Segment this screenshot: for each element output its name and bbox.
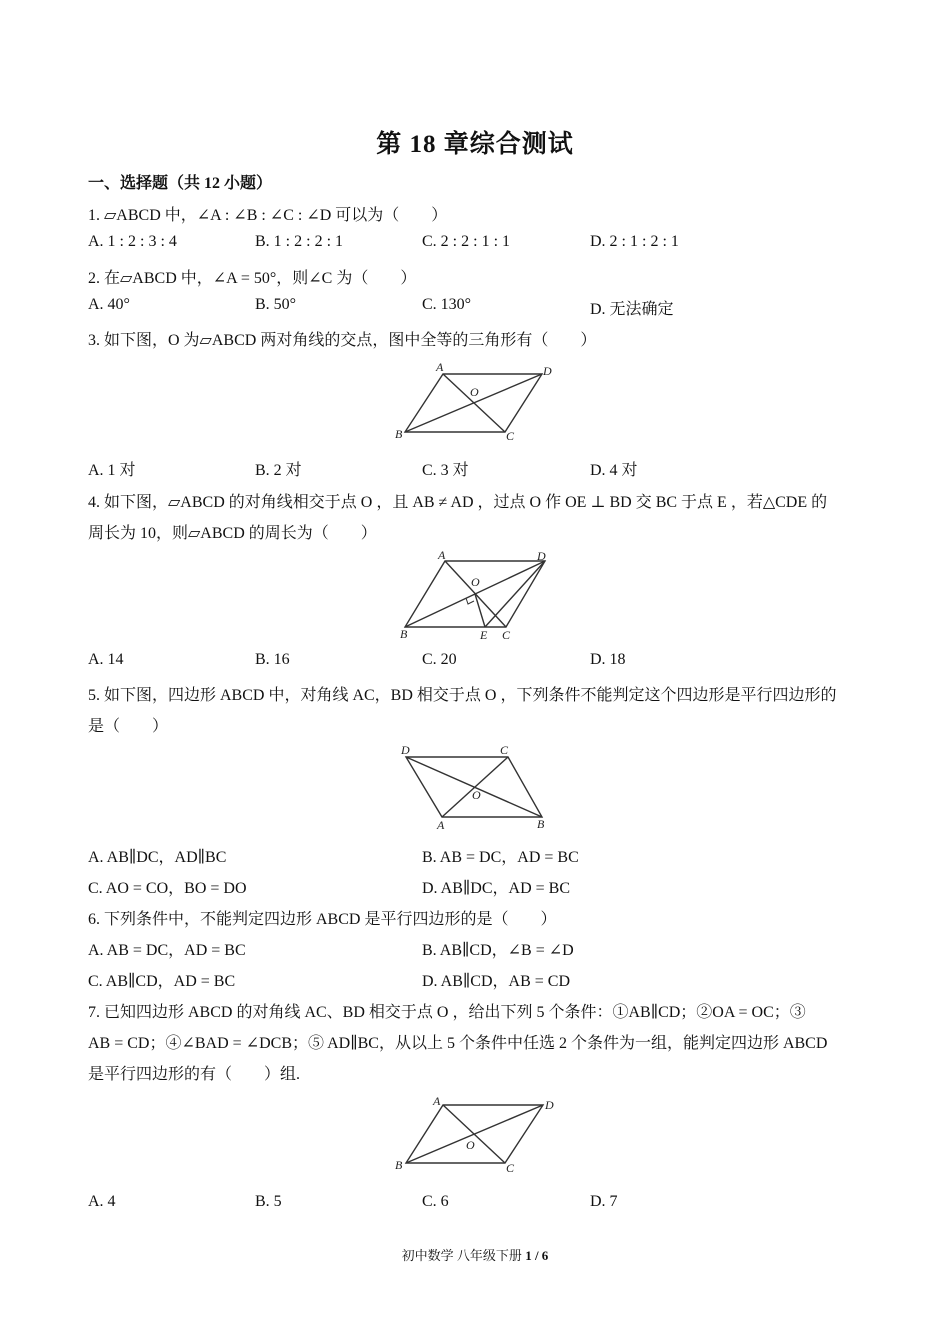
question-4-options xyxy=(88,651,768,673)
fig7-label-c: C xyxy=(506,1161,515,1175)
fig3-label-c: C xyxy=(506,429,515,443)
fig5-label-d: D xyxy=(401,743,410,757)
page-footer xyxy=(0,1245,950,1264)
q5-option-b[interactable]: B. AB = DC，AD = BC xyxy=(422,849,579,866)
q4-option-d[interactable]: D. 18 xyxy=(590,651,626,668)
page-number: 1 / 6 xyxy=(525,1248,549,1263)
q5-option-c[interactable]: C. AO = CO，BO = DO xyxy=(88,880,247,897)
q6-option-c[interactable]: C. AB∥CD，AD = BC xyxy=(88,973,236,990)
fig4-label-d: D xyxy=(537,549,546,563)
q6-option-b[interactable]: B. AB∥CD，∠B = ∠D xyxy=(422,942,574,959)
question-7-stem-line1: 7. 已知四边形 ABCD 的对角线 AC、BD 相交于点 O ，给出下列 5 个条件：①AB∥CD；②OA = OC；③ xyxy=(88,1004,806,1021)
page-title: 第 18 章综合测试 xyxy=(376,131,574,158)
question-1-options xyxy=(88,233,768,255)
question-7-stem-line3: 是平行四边形的有（ ）组. xyxy=(88,1066,301,1083)
q5-option-d[interactable]: D. AB∥DC，AD = BC xyxy=(422,880,570,897)
fig5-label-c: C xyxy=(500,743,509,757)
question-7-options xyxy=(88,1193,768,1215)
question-6-stem: 6. 下列条件中，不能判定四边形 ABCD 是平行四边形的是（ ） xyxy=(88,911,557,928)
fig4-label-o: O xyxy=(471,575,480,589)
q7-option-b[interactable]: B. 5 xyxy=(255,1193,282,1210)
footer-text: 初中数学 八年级下册 xyxy=(401,1248,526,1263)
fig3-label-d: D xyxy=(543,364,552,378)
fig7-label-d: D xyxy=(545,1098,554,1112)
figure-q5-parallelogram xyxy=(396,740,556,830)
q2-option-b[interactable]: B. 50° xyxy=(255,296,297,313)
question-5-stem-line2: 是（ ） xyxy=(88,718,169,735)
q3-option-a[interactable]: A. 1 对 xyxy=(88,462,136,479)
question-3-options xyxy=(88,457,768,479)
q1-option-c[interactable]: C. 2 : 2 : 1 : 1 xyxy=(422,233,511,250)
q5-option-a[interactable]: A. AB∥DC，AD∥BC xyxy=(88,849,227,866)
q7-option-a[interactable]: A. 4 xyxy=(88,1193,116,1210)
question-4-stem-line2: 周长为 10，则▱ABCD 的周长为（ ） xyxy=(88,525,377,542)
q4-option-b[interactable]: B. 16 xyxy=(255,651,290,668)
fig5-label-o: O xyxy=(472,788,481,802)
question-5-stem-line1: 5. 如下图，四边形 ABCD 中，对角线 AC，BD 相交于点 O ，下列条件不能判定这个四边形是平行四边形的 xyxy=(88,687,837,704)
q2-option-d[interactable]: D. 无法确定 xyxy=(590,301,674,318)
fig4-label-e: E xyxy=(480,628,488,642)
q1-option-b[interactable]: B. 1 : 2 : 2 : 1 xyxy=(255,233,344,250)
question-7-stem-line2: AB = CD；④∠BAD = ∠DCB；⑤ AD∥BC，从以上 5 个条件中任选 2 个条件为一组，能判定四边形 ABCD xyxy=(88,1035,828,1052)
fig5-label-b: B xyxy=(537,817,545,830)
fig3-label-a: A xyxy=(436,360,444,374)
q3-option-b[interactable]: B. 2 对 xyxy=(255,462,302,479)
question-6-options-row2 xyxy=(88,968,788,990)
q2-option-c[interactable]: C. 130° xyxy=(422,296,472,313)
q4-option-c[interactable]: C. 20 xyxy=(422,651,457,668)
fig5-label-a: A xyxy=(437,818,445,830)
question-5-options-row1 xyxy=(88,844,788,866)
fig4-label-a: A xyxy=(438,548,446,562)
q7-option-d[interactable]: D. 7 xyxy=(590,1193,618,1210)
q2-option-a[interactable]: A. 40° xyxy=(88,296,130,313)
section-heading: 一、选择题（共 12 小题） xyxy=(88,175,273,192)
fig3-label-b: B xyxy=(395,427,403,441)
q6-option-d[interactable]: D. AB∥CD，AB = CD xyxy=(422,973,570,990)
question-1-stem: 1. ▱ABCD 中，∠A : ∠B : ∠C : ∠D 可以为（ ） xyxy=(88,207,448,224)
q3-option-d[interactable]: D. 4 对 xyxy=(590,462,638,479)
q4-option-a[interactable]: A. 14 xyxy=(88,651,124,668)
q1-option-a[interactable]: A. 1 : 2 : 3 : 4 xyxy=(88,233,177,250)
fig7-label-a: A xyxy=(433,1094,441,1108)
fig7-label-o: O xyxy=(466,1138,475,1152)
q3-option-c[interactable]: C. 3 对 xyxy=(422,462,469,479)
question-2-options xyxy=(88,296,768,318)
figure-q7-parallelogram xyxy=(390,1093,560,1177)
fig7-label-b: B xyxy=(395,1158,403,1172)
fig4-label-b: B xyxy=(400,627,408,641)
q6-option-a[interactable]: A. AB = DC，AD = BC xyxy=(88,942,246,959)
question-6-options-row1 xyxy=(88,937,788,959)
fig3-label-o: O xyxy=(470,385,479,399)
q7-option-c[interactable]: C. 6 xyxy=(422,1193,449,1210)
q1-option-d[interactable]: D. 2 : 1 : 2 : 1 xyxy=(590,233,679,250)
fig4-label-c: C xyxy=(502,628,511,642)
question-4-stem-line1: 4. 如下图，▱ABCD 的对角线相交于点 O ，且 AB ≠ AD ，过点 O 作 OE ⊥ BD 交 BC 于点 E ，若△CDE 的 xyxy=(88,494,828,511)
question-5-options-row2 xyxy=(88,875,788,897)
question-2-stem: 2. 在▱ABCD 中，∠A = 50°，则∠C 为（ ） xyxy=(88,270,417,287)
figure-q3-parallelogram xyxy=(390,358,560,448)
question-3-stem: 3. 如下图，O 为▱ABCD 两对角线的交点，图中全等的三角形有（ ） xyxy=(88,332,597,349)
figure-q4-parallelogram xyxy=(395,548,555,642)
